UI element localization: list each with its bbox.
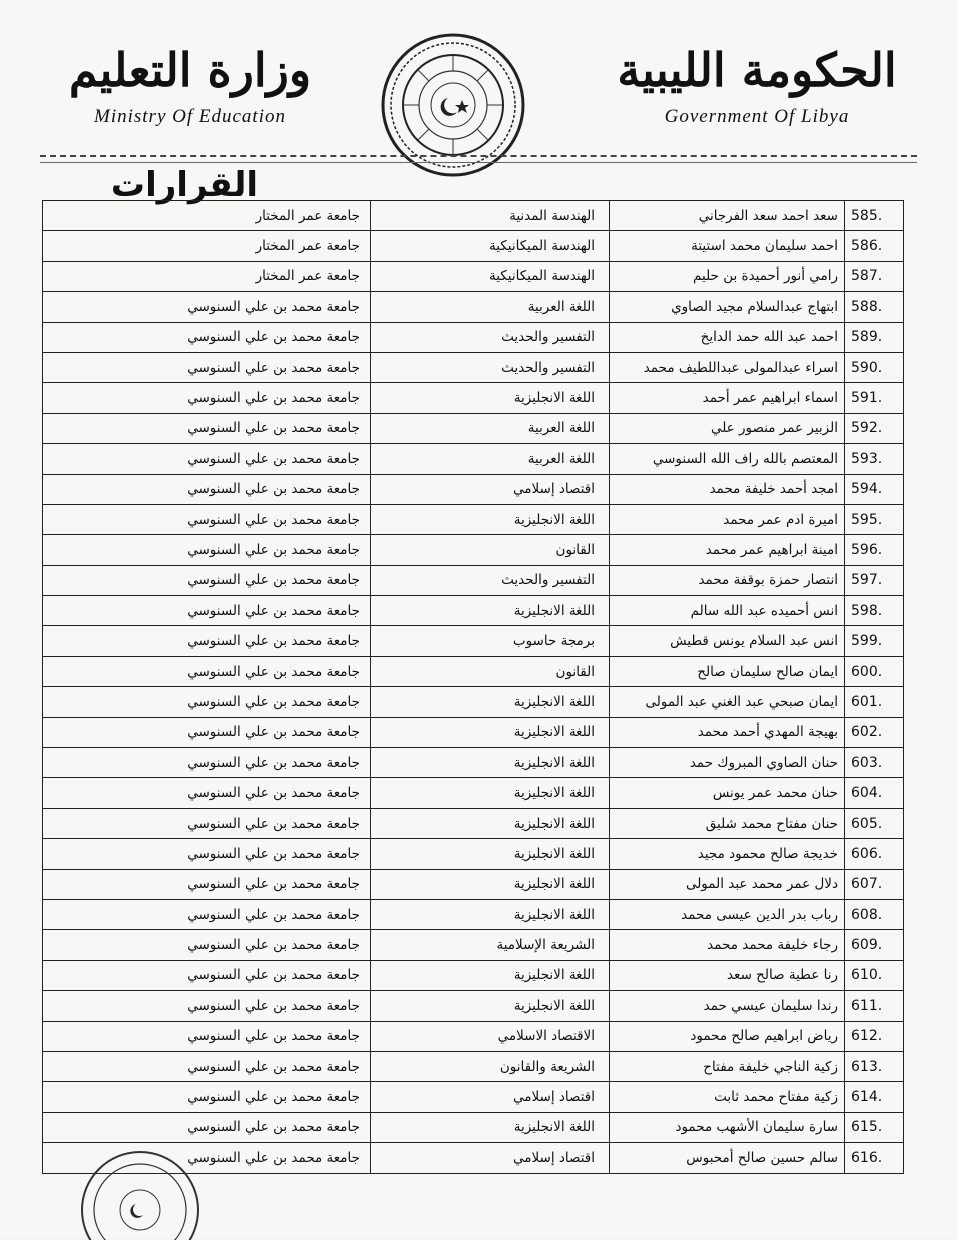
university-name: جامعة محمد بن علي السنوسي (43, 1021, 371, 1051)
student-name: ابتهاج عبدالسلام مجيد الصاوي (610, 292, 845, 322)
student-name: زكية مفتاح محمد ثابت (610, 1082, 845, 1112)
university-name: جامعة محمد بن علي السنوسي (43, 748, 371, 778)
student-name: انس أحميده عبد الله سالم (610, 596, 845, 626)
table-row (43, 626, 904, 656)
major-field: اللغة الانجليزية (371, 991, 610, 1021)
university-name: جامعة محمد بن علي السنوسي (43, 413, 371, 443)
major-field: اقتصاد إسلامي (371, 474, 610, 504)
university-name: جامعة محمد بن علي السنوسي (43, 535, 371, 565)
student-name: احمد عبد الله حمد الدايخ (610, 322, 845, 352)
row-number: 587. (845, 261, 904, 291)
student-name: اسماء ابراهيم عمر أحمد (610, 383, 845, 413)
major-field: اللغة الانجليزية (371, 808, 610, 838)
student-name: حنان محمد عمر يونس (610, 778, 845, 808)
table-row (43, 899, 904, 929)
row-number: 588. (845, 292, 904, 322)
row-number: 601. (845, 687, 904, 717)
table-row (43, 261, 904, 291)
major-field: اللغة الانجليزية (371, 899, 610, 929)
major-field: الهندسة الميكانيكية (371, 261, 610, 291)
university-name: جامعة محمد بن علي السنوسي (43, 383, 371, 413)
row-number: 614. (845, 1082, 904, 1112)
university-name: جامعة محمد بن علي السنوسي (43, 869, 371, 899)
major-field: اللغة الانجليزية (371, 1112, 610, 1142)
table-row (43, 413, 904, 443)
ministry-arabic-title: وزارة التعليم (68, 43, 312, 97)
row-number: 607. (845, 869, 904, 899)
table-row (43, 292, 904, 322)
university-name: جامعة محمد بن علي السنوسي (43, 808, 371, 838)
major-field: اللغة الانجليزية (371, 383, 610, 413)
major-field: الهندسة المدنية (371, 201, 610, 231)
student-name: رياض ابراهيم صالح محمود (610, 1021, 845, 1051)
student-name: ايمان صالح سليمان صالح (610, 656, 845, 686)
row-number: 598. (845, 596, 904, 626)
row-number: 596. (845, 535, 904, 565)
row-number: 595. (845, 504, 904, 534)
table-row (43, 504, 904, 534)
student-name: ايمان صبحي عبد الغني عبد المولى (610, 687, 845, 717)
table-row (43, 535, 904, 565)
table-row (43, 839, 904, 869)
university-name: جامعة محمد بن علي السنوسي (43, 444, 371, 474)
university-name: جامعة محمد بن علي السنوسي (43, 322, 371, 352)
university-name: جامعة محمد بن علي السنوسي (43, 717, 371, 747)
major-field: القانون (371, 535, 610, 565)
row-number: 602. (845, 717, 904, 747)
university-name: جامعة محمد بن علي السنوسي (43, 1051, 371, 1081)
major-field: التفسير والحديث (371, 352, 610, 382)
student-name: سالم حسين صالح أمحبوس (610, 1143, 845, 1173)
row-number: 594. (845, 474, 904, 504)
row-number: 600. (845, 656, 904, 686)
student-name: امينة ابراهيم عمر محمد (610, 535, 845, 565)
university-name: جامعة محمد بن علي السنوسي (43, 1082, 371, 1112)
row-number: 586. (845, 231, 904, 261)
row-number: 616. (845, 1143, 904, 1173)
student-name: رندا سليمان عيسي حمد (610, 991, 845, 1021)
major-field: الهندسة الميكانيكية (371, 231, 610, 261)
student-name: سعد احمد سعد الفرجاني (610, 201, 845, 231)
ministry-header (60, 38, 320, 128)
university-name: جامعة محمد بن علي السنوسي (43, 1143, 371, 1173)
row-number: 604. (845, 778, 904, 808)
row-number: 605. (845, 808, 904, 838)
student-name: اسراء عبدالمولى عبداللطيف محمد (610, 352, 845, 382)
student-name: زكية الناجي خليفة مفتاح (610, 1051, 845, 1081)
row-number: 603. (845, 748, 904, 778)
row-number: 610. (845, 960, 904, 990)
student-name: انس عبد السلام يونس قطيش (610, 626, 845, 656)
row-number: 585. (845, 201, 904, 231)
government-arabic-title: الحكومة الليبية (617, 43, 897, 97)
student-name: انتصار حمزة بوقفة محمد (610, 565, 845, 595)
table-row (43, 960, 904, 990)
student-name: الزبير عمر منصور علي (610, 413, 845, 443)
student-name: اميرة ادم عمر محمد (610, 504, 845, 534)
government-english-title: Government Of Libya (664, 106, 850, 127)
university-name: جامعة محمد بن علي السنوسي (43, 292, 371, 322)
university-name: جامعة عمر المختار (43, 201, 371, 231)
university-name: جامعة محمد بن علي السنوسي (43, 474, 371, 504)
student-name: خديجة صالح محمود مجيد (610, 839, 845, 869)
major-field: اللغة الانجليزية (371, 869, 610, 899)
major-field: اللغة العربية (371, 444, 610, 474)
row-number: 599. (845, 626, 904, 656)
student-name: رامي أنور أحميدة بن حليم (610, 261, 845, 291)
table-row (43, 231, 904, 261)
university-name: جامعة محمد بن علي السنوسي (43, 991, 371, 1021)
major-field: اللغة الانجليزية (371, 596, 610, 626)
university-name: جامعة عمر المختار (43, 231, 371, 261)
table-row (43, 687, 904, 717)
table-row (43, 808, 904, 838)
decisions-table (42, 200, 904, 1174)
table-row (43, 991, 904, 1021)
row-number: 592. (845, 413, 904, 443)
table-row (43, 565, 904, 595)
row-number: 615. (845, 1112, 904, 1142)
table-row (43, 778, 904, 808)
student-name: بهيجة المهدي أحمد محمد (610, 717, 845, 747)
student-name: حنان الصاوي المبروك حمد (610, 748, 845, 778)
university-name: جامعة محمد بن علي السنوسي (43, 899, 371, 929)
header-divider (40, 155, 917, 160)
university-name: جامعة محمد بن علي السنوسي (43, 778, 371, 808)
major-field: اقتصاد إسلامي (371, 1082, 610, 1112)
table-row (43, 201, 904, 231)
row-number: 613. (845, 1051, 904, 1081)
table-row (43, 748, 904, 778)
university-name: جامعة محمد بن علي السنوسي (43, 839, 371, 869)
student-name: سارة سليمان الأشهب محمود (610, 1112, 845, 1142)
student-name: احمد سليمان محمد استيتة (610, 231, 845, 261)
table-row (43, 656, 904, 686)
row-number: 593. (845, 444, 904, 474)
university-name: جامعة محمد بن علي السنوسي (43, 565, 371, 595)
student-name: رجاء خليفة محمد محمد (610, 930, 845, 960)
major-field: برمجة حاسوب (371, 626, 610, 656)
row-number: 590. (845, 352, 904, 382)
university-name: جامعة محمد بن علي السنوسي (43, 1112, 371, 1142)
table-row (43, 596, 904, 626)
table-row (43, 352, 904, 382)
table-row (43, 1082, 904, 1112)
table-row (43, 1051, 904, 1081)
major-field: اللغة الانجليزية (371, 778, 610, 808)
student-name: امجد أحمد خليفة محمد (610, 474, 845, 504)
table-row (43, 717, 904, 747)
header-divider-thin (40, 162, 917, 163)
university-name: جامعة محمد بن علي السنوسي (43, 960, 371, 990)
major-field: اللغة الانجليزية (371, 839, 610, 869)
major-field: اللغة الانجليزية (371, 717, 610, 747)
university-name: جامعة محمد بن علي السنوسي (43, 626, 371, 656)
table-row (43, 930, 904, 960)
government-stamp-icon (80, 1130, 230, 1240)
major-field: اقتصاد إسلامي (371, 1143, 610, 1173)
major-field: اللغة العربية (371, 413, 610, 443)
student-name: رباب بدر الدين عيسى محمد (610, 899, 845, 929)
row-number: 608. (845, 899, 904, 929)
table-row (43, 1021, 904, 1051)
row-number: 611. (845, 991, 904, 1021)
university-name: جامعة محمد بن علي السنوسي (43, 352, 371, 382)
table-row (43, 869, 904, 899)
row-number: 606. (845, 839, 904, 869)
university-name: جامعة محمد بن علي السنوسي (43, 930, 371, 960)
row-number: 609. (845, 930, 904, 960)
major-field: التفسير والحديث (371, 565, 610, 595)
university-name: جامعة عمر المختار (43, 261, 371, 291)
major-field: الشريعة الإسلامية (371, 930, 610, 960)
student-name: حنان مفتاح محمد شليق (610, 808, 845, 838)
government-header (607, 38, 907, 128)
table-row (43, 444, 904, 474)
major-field: اللغة الانجليزية (371, 504, 610, 534)
major-field: الشريعة والقانون (371, 1051, 610, 1081)
student-name: رنا عطية صالح سعد (610, 960, 845, 990)
university-name: جامعة محمد بن علي السنوسي (43, 656, 371, 686)
row-number: 589. (845, 322, 904, 352)
major-field: اللغة الانجليزية (371, 748, 610, 778)
university-name: جامعة محمد بن علي السنوسي (43, 596, 371, 626)
row-number: 612. (845, 1021, 904, 1051)
row-number: 591. (845, 383, 904, 413)
major-field: التفسير والحديث (371, 322, 610, 352)
table-row (43, 322, 904, 352)
ministry-english-title: Ministry Of Education (94, 106, 286, 127)
student-name: دلال عمر محمد عبد المولى (610, 869, 845, 899)
university-name: جامعة محمد بن علي السنوسي (43, 687, 371, 717)
major-field: الاقتصاد الاسلامي (371, 1021, 610, 1051)
student-name: المعتصم بالله راف الله السنوسي (610, 444, 845, 474)
table-row (43, 383, 904, 413)
major-field: اللغة الانجليزية (371, 960, 610, 990)
row-number: 597. (845, 565, 904, 595)
major-field: اللغة العربية (371, 292, 610, 322)
table-row (43, 474, 904, 504)
decisions-table-body (43, 201, 904, 1174)
university-name: جامعة محمد بن علي السنوسي (43, 504, 371, 534)
major-field: القانون (371, 656, 610, 686)
section-title: القرارات (110, 165, 258, 205)
major-field: اللغة الانجليزية (371, 687, 610, 717)
